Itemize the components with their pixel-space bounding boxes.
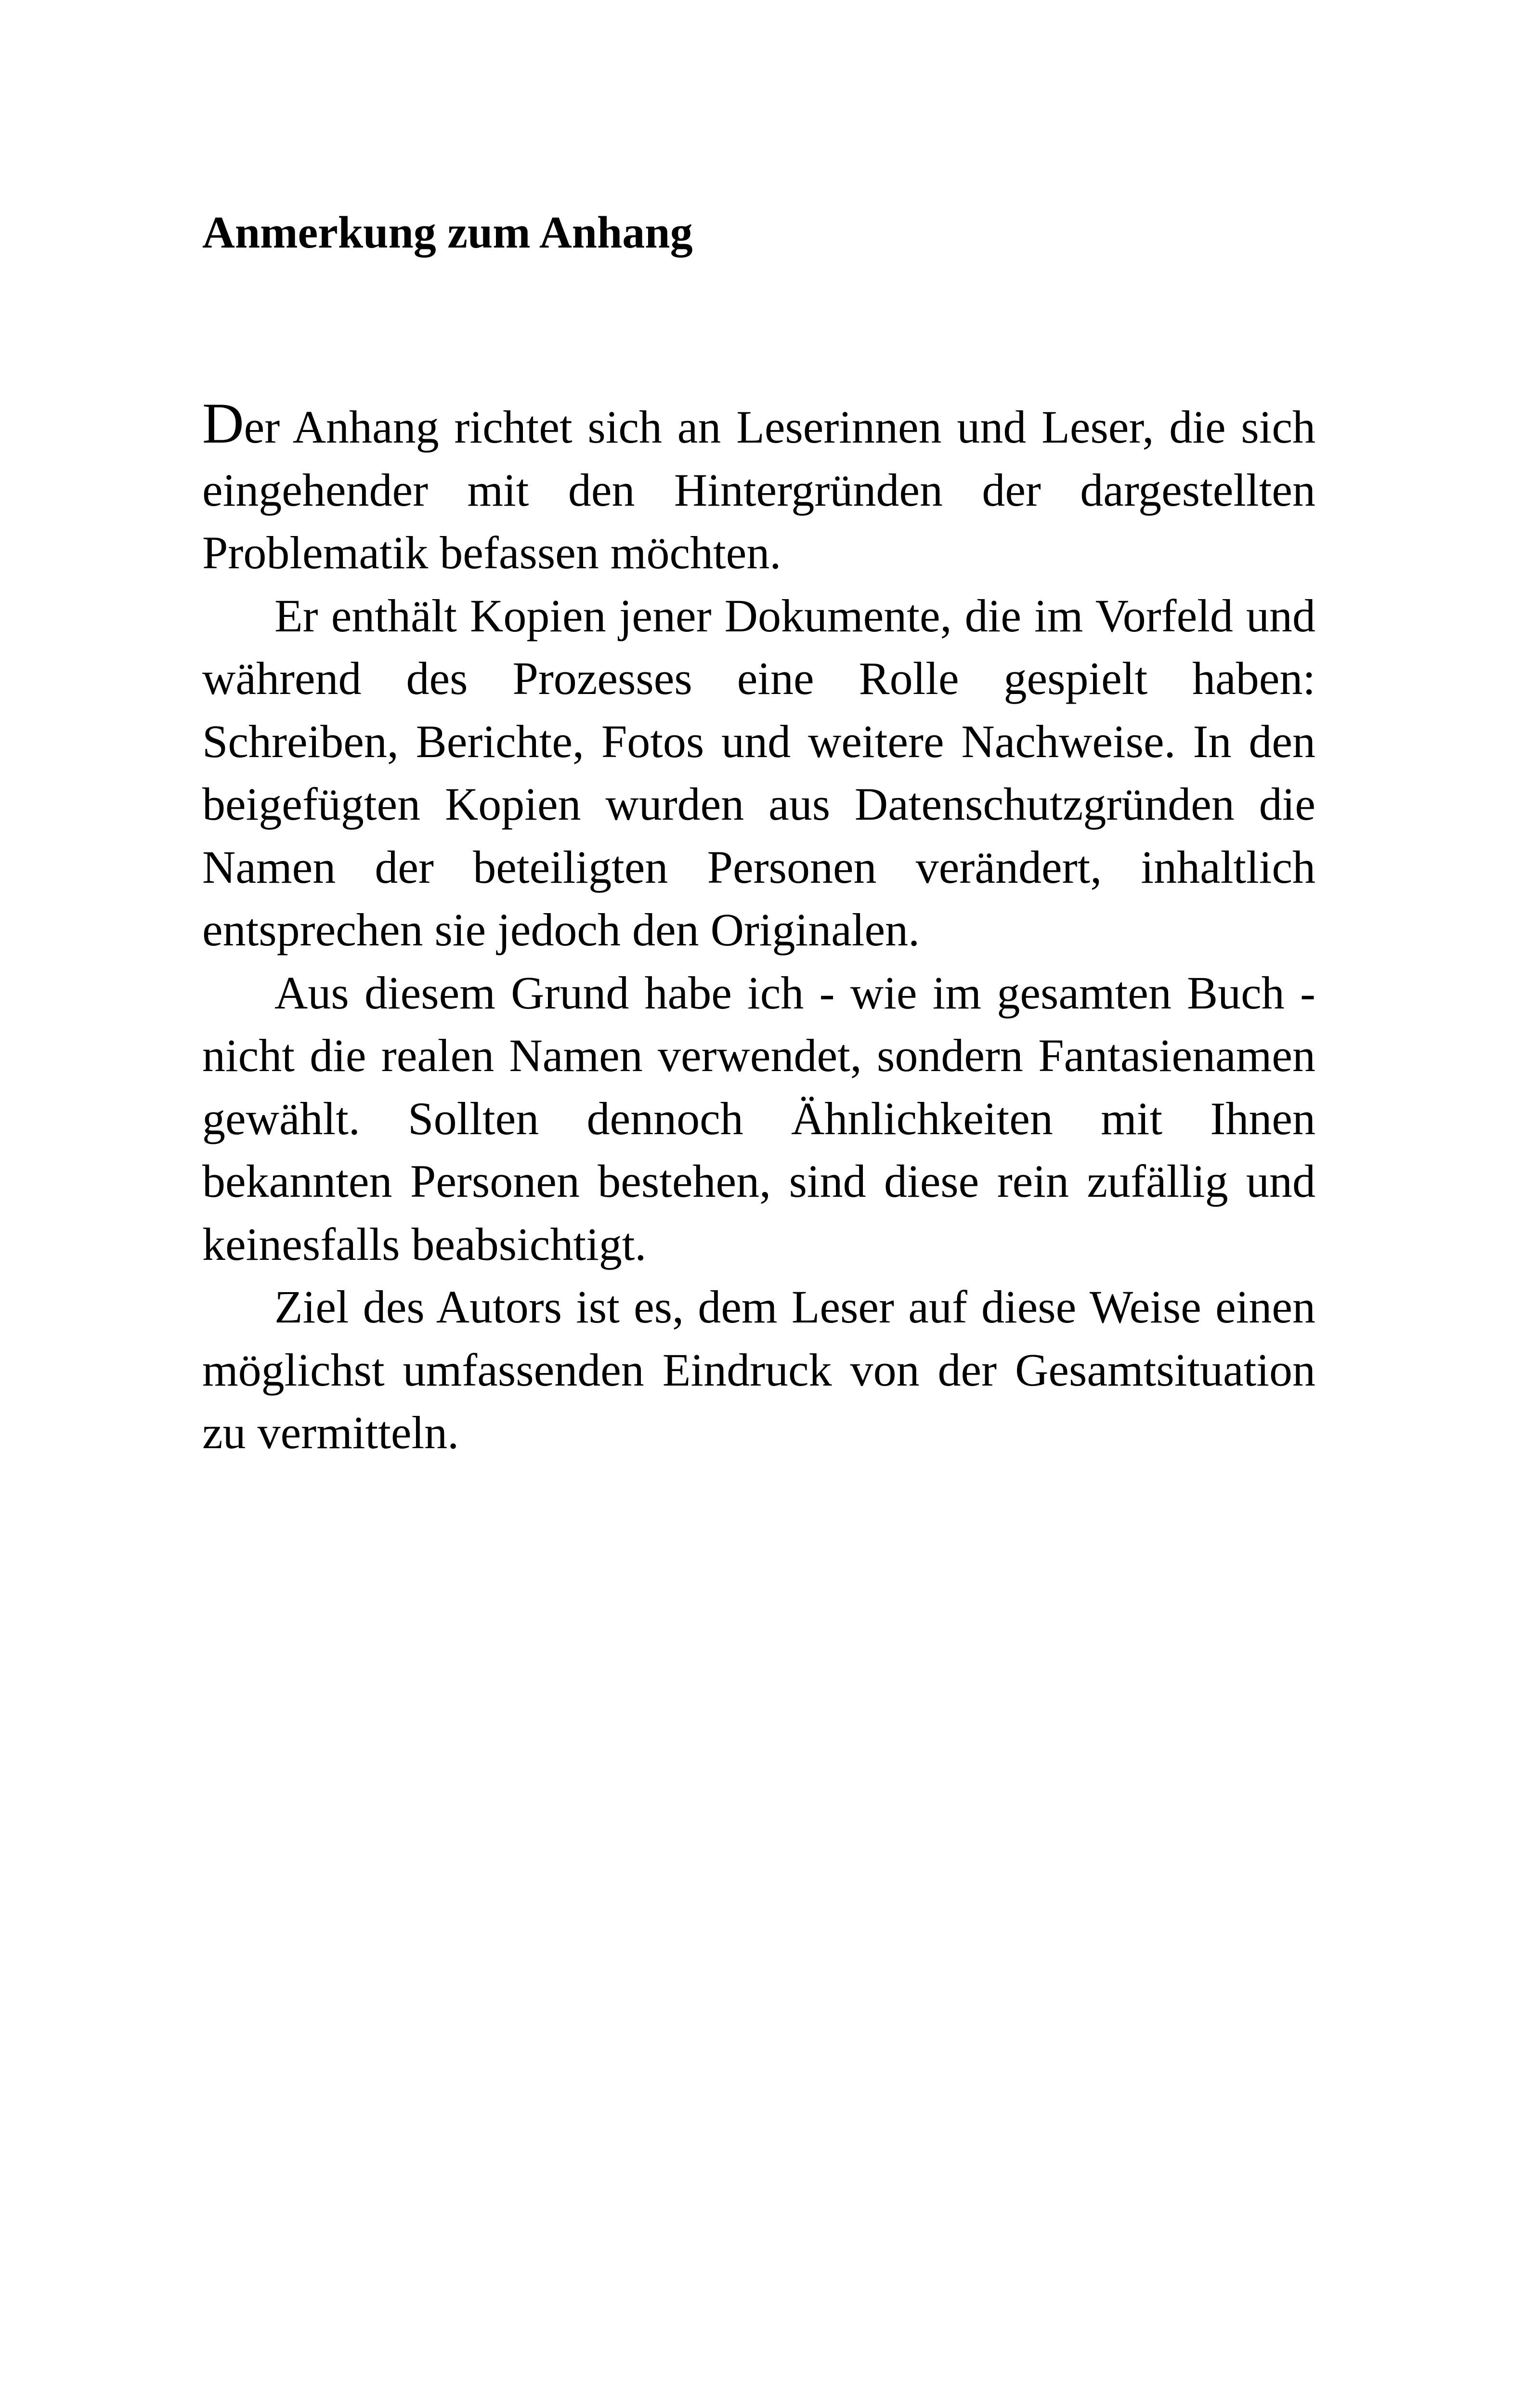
paragraph-names: Aus diesem Grund habe ich - wie im gesamten Buch - nicht die realen Namen verwendet, sondern Fantasienamen gewählt. Sollten dennoch Ähnlichkeiten mit Ihnen bekannten Personen bestehen, sind diese rein zufällig und keinesfalls beabsichtigt. [202, 967, 1315, 1270]
body-text [202, 391, 1315, 1465]
paragraph-goal: Ziel des Autors ist es, dem Leser auf diese Weise einen möglichst umfassenden Eindruck von der Gesamtsituation zu vermitteln. [202, 1281, 1315, 1458]
initial-letter: D [202, 391, 244, 455]
paragraph-intro-text: er Anhang richtet sich an Leserinnen und Leser, die sich eingehender mit den Hintergründen der dargestellten Problematik befassen möchten. [202, 401, 1315, 578]
page-heading: Anmerkung zum Anhang [202, 208, 693, 258]
paragraph-intro [202, 391, 1315, 585]
paragraph-documents: Er enthält Kopien jener Dokumente, die im Vorfeld und während des Prozesses eine Rolle gespielt haben: Schreiben, Berichte, Fotos und weitere Nachweise. In den beigefügten Kopien wurden aus Datenschutzgründen die Namen der beteiligten Personen verändert, inhaltlich entsprechen sie jedoch den Originalen. [202, 589, 1315, 955]
